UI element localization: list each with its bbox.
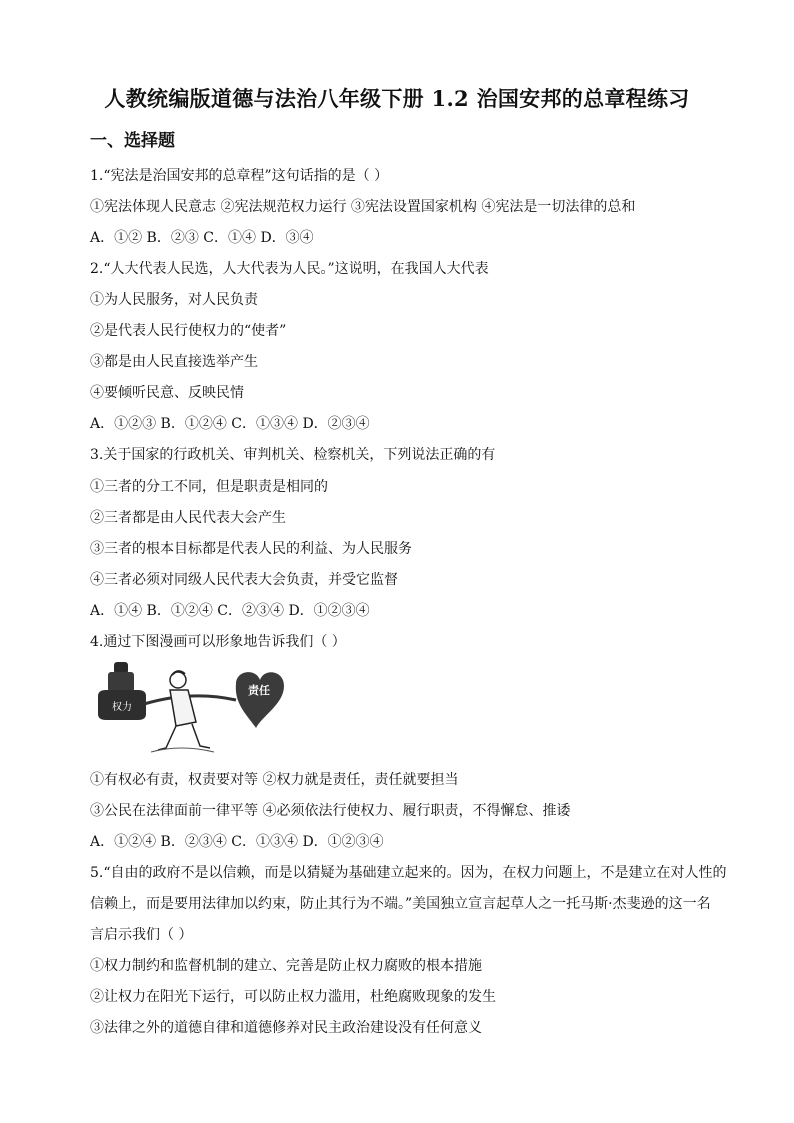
question-3-stem: 3.关于国家的行政机关、审判机关、检察机关，下列说法正确的有 [90, 447, 496, 463]
responsibility-label: 责任 [248, 684, 270, 697]
person-leg-left [158, 726, 176, 750]
question-2-options: A．①②③ B．①②④ C．①③④ D．②③④ [90, 416, 370, 432]
person-leg-right [192, 724, 210, 748]
question-5-stem-line-1: 5.“自由的政府不是以信赖，而是以猜疑为基础建立起来的。因为，在权力问题上，不是建立在对人性的 [90, 865, 727, 881]
section-heading: 一、选择题 [90, 131, 175, 151]
question-4-statements-a: ①有权必有责，权责要对等 ②权力就是责任，责任就要担当 [90, 772, 459, 788]
responsibility-heart [236, 672, 284, 728]
question-5-statement-2: ②让权力在阳光下运行，可以防止权力滥用，杜绝腐败现象的发生 [90, 989, 496, 1005]
question-2-statement-1: ①为人民服务，对人民负责 [90, 292, 258, 308]
question-2-statement-4: ④要倾听民意、反映民情 [90, 385, 244, 401]
question-3-options: A．①④ B．①②④ C．②③④ D．①②③④ [90, 603, 370, 619]
question-2-statement-3: ③都是由人民直接选举产生 [90, 354, 258, 370]
document-title: 人教统编版道德与法治八年级下册 1.2 治国安邦的总章程练习 [104, 86, 690, 111]
ground-line [151, 748, 214, 752]
question-4-options: A．①②④ B．②③④ C．①③④ D．①②③④ [90, 834, 384, 850]
cartoon-image [96, 660, 286, 760]
question-5-stem-line-2: 信赖上，而是要用法律加以约束，防止其行为不端。”美国独立宣言起草人之一托马斯·杰斐逊的这一名 [90, 896, 711, 912]
question-5-statement-1: ①权力制约和监督机制的建立、完善是防止权力腐败的根本措施 [90, 958, 482, 974]
question-3-statement-1: ①三者的分工不同，但是职责是相同的 [90, 479, 328, 495]
weight-neck [108, 672, 134, 692]
question-4-stem: 4.通过下图漫画可以形象地告诉我们（ ） [90, 634, 346, 650]
question-3-statement-4: ④三者必须对同级人民代表大会负责，并受它监督 [90, 572, 398, 588]
question-1-statements: ①宪法体现人民意志 ②宪法规范权力运行 ③宪法设置国家机构 ④宪法是一切法律的总和 [90, 199, 636, 215]
question-5-stem-line-3: 言启示我们（ ） [90, 927, 193, 943]
question-2-stem: 2.“人大代表人民选，人大代表为人民。”这说明，在我国人大代表 [90, 261, 489, 277]
question-4-statements-b: ③公民在法律面前一律平等 ④必须依法行使权力、履行职责，不得懈怠、推诿 [90, 803, 571, 819]
power-label: 权力 [112, 702, 132, 713]
question-1-stem: 1.“宪法是治国安邦的总章程”这句话指的是（ ） [90, 168, 389, 184]
question-2-statement-2: ②是代表人民行使权力的“使者” [90, 323, 287, 339]
question-3-statement-3: ③三者的根本目标都是代表人民的利益、为人民服务 [90, 541, 412, 557]
question-1-options: A．①② B．②③ C．①④ D．③④ [90, 230, 314, 246]
question-5-statement-3: ③法律之外的道德自律和道德修养对民主政治建设没有任何意义 [90, 1020, 482, 1036]
question-3-statement-2: ②三者都是由人民代表大会产生 [90, 510, 286, 526]
